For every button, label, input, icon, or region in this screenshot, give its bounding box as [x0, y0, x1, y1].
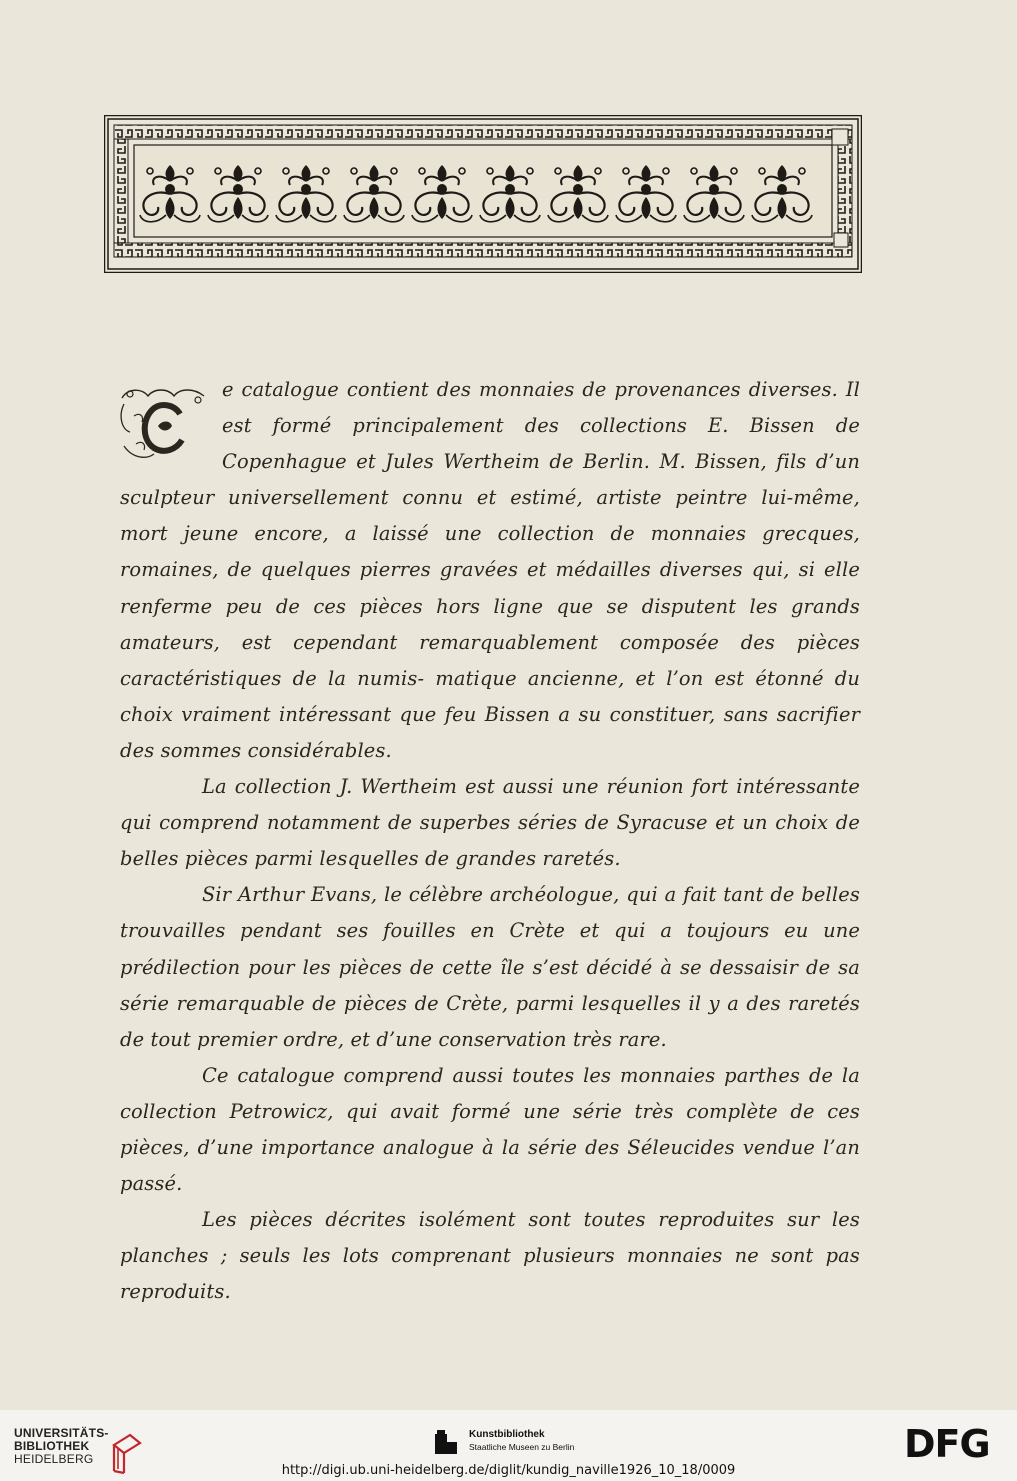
- permalink-url[interactable]: http://digi.ub.uni-heidelberg.de/diglit/kundig_naville1926_10_18/0009: [281, 1463, 736, 1478]
- dfg-logo[interactable]: DFG: [904, 1422, 990, 1466]
- paragraph-wertheim: La collection J. Wertheim est aussi une réunion fort intéressante qui comprend notamment de superbes séries de Syracuse et un choix de belles pièces parmi lesquelles de grandes raretés.: [120, 775, 860, 871]
- ub-line-2: BIBLIOTHEK: [14, 1439, 90, 1453]
- viewer-footer: [0, 1410, 1017, 1481]
- kunstbibliothek-subtitle: Staatliche Museen zu Berlin: [469, 1442, 575, 1452]
- paragraph-evans: Sir Arthur Evans, le célèbre archéologue, qui a fait tant de belles trouvailles pendant ses fouilles en Crète et qui a toujours eu une prédilection pour les pièces de cette île s’est décidé à se dessaisir de sa série remarquable de pièces de Crète, parmi lesquelles il y a des raretés de tout premier ordre, et d’une conservation très rare.: [120, 883, 860, 1051]
- kunstbibliothek-mark-icon: [433, 1428, 461, 1458]
- paragraph-planches: Les pièces décrites isolément sont toutes reproduites sur les planches ; seuls les lots comprenant plusieurs monnaies ne sont pas reproduits.: [120, 1208, 860, 1304]
- greek-key-border-ornament: [104, 115, 862, 273]
- paragraph-intro: e catalogue contient des monnaies de provenances diverses. Il est formé principalement des collections E. Bissen de Copenhague et Jules Wertheim de Berlin. M. Bissen, fils d’un sculpteur universellement connu et estimé, artiste peintre lui-même, mort jeune encore, a laissé une collection de monnaies grecques, romaines, de quelques pierres gravées et médailles diverses qui, si elle renferme peu de ces pièces hors ligne que se disputent les grands amateurs, est cependant remarquablement composée des pièces caractéristiques de la numis- matique ancienne, et l’on est étonné du choix vraiment intéressant que feu Bissen a su constituer, sans sacrifier des sommes considérables.: [120, 378, 860, 762]
- ub-line-1: UNIVERSITÄTS-: [14, 1426, 109, 1440]
- ornamental-banner: [104, 115, 862, 273]
- body-text: [120, 372, 860, 1310]
- paragraph-petrowicz: Ce catalogue comprend aussi toutes les monnaies parthes de la collection Petrowicz, qui avait formé une série très complète de ces pièces, d’une importance analogue à la série des Séleucides vendue l’an passé.: [120, 1063, 860, 1196]
- kunstbibliothek-logo[interactable]: [433, 1428, 603, 1460]
- kunstbibliothek-title: Kunstbibliothek: [469, 1429, 545, 1440]
- ub-line-3: HEIDELBERG: [14, 1452, 94, 1466]
